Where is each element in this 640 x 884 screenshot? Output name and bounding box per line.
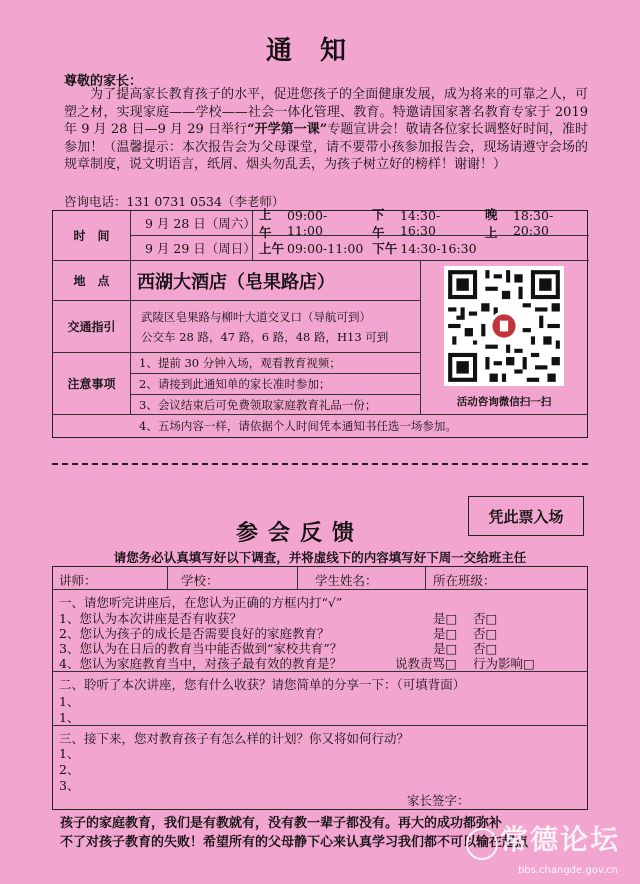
q1-item-3-no[interactable]: 否□ (473, 641, 498, 656)
time-label: 时 间 (53, 211, 131, 261)
day2-am-time: 09:00-11:00 (287, 240, 364, 256)
intro-paragraph (64, 86, 588, 174)
footer-line-2: 不了对孩子教育的失败！希望所有的父母静下心来认真学习我们都不可以输在起点 (60, 835, 529, 850)
q1-item-4-opt-b[interactable]: 行为影响□ (473, 656, 535, 671)
student-name-field[interactable]: 学生姓名： (315, 573, 378, 588)
feedback-title: 参会反馈 (235, 521, 364, 546)
q1-item-2-yes[interactable]: 是□ (433, 626, 458, 641)
lecturer-field[interactable]: 讲师： (59, 573, 97, 588)
intro-text-b: 专题宣讲会！敬请各位家长调整好时间，准时参加！（温馨提示：本次报告会为父母课堂，请不要带小孩参加报告会，现场请遵守会场的规章制度，说文明语言，纸屑、烟头勿乱丢，为孩子树立好的榜样！谢谢！） (64, 122, 588, 172)
contact-phone: 咨询电话：131 0731 0534（李老师） (64, 194, 285, 209)
watermark-seal-icon (466, 828, 498, 860)
q2-line-1[interactable]: 1、 (59, 694, 80, 709)
day1-times (253, 207, 589, 240)
place-label: 地 点 (53, 261, 131, 301)
qr-caption: 活动咨询微信扫一扫 (456, 396, 552, 408)
notice-title: 通知 (265, 36, 374, 66)
q3-line-2[interactable]: 2、 (59, 762, 80, 777)
footer-line-1: 孩子的家庭教育，我们是有教就有，没有教一辈子都没有。再大的成功都弥补 (60, 816, 503, 831)
tear-line (52, 463, 588, 465)
parent-signature-field[interactable]: 家长签字： (407, 793, 470, 808)
school-field[interactable]: 学校： (181, 573, 219, 588)
traffic-label: 交通指引 (53, 301, 131, 353)
note-4: 4、五场内容一样，请依据个人时间凭本通知书任选一场参加。 (139, 419, 457, 433)
schedule-table (52, 207, 588, 438)
traffic-value (131, 301, 421, 353)
day2-date: 9 月 29 日（周日） (131, 236, 253, 261)
q1-item-1-no[interactable]: 否□ (473, 611, 498, 626)
note-2: 2、请接到此通知单的家长准时参加； (131, 374, 421, 395)
day2-am-label: 上午 (259, 241, 285, 256)
qr-area (421, 261, 587, 415)
q1-item-4: 4、您认为家庭教育当中，对孩子最有效的教育是？ (59, 656, 342, 671)
watermark-logo: 常德论坛 (499, 823, 620, 856)
day2-pm-label: 下午 (372, 241, 398, 256)
q1-item-2: 2、您认为孩子的成长是否需要良好的家庭教育？ (59, 626, 330, 641)
q2-heading: 二、聆听了本次讲座，您有什么收获？请您简单的分享一下：（可填背面） (59, 677, 466, 692)
ticket-label: 凭此票入场 (468, 496, 584, 536)
feedback-form (52, 566, 588, 810)
traffic-line-1: 武陵区皂果路与柳叶大道交叉口（导航可到） (141, 309, 371, 324)
note-1: 1、提前 30 分钟入场，观看教育视频； (131, 353, 421, 374)
q3-heading: 三、接下来，您对教育孩子有怎么样的计划？你又将如何行动？ (59, 731, 410, 746)
traffic-line-2: 公交车 28 路，47 路，6 路，48 路，H13 可到 (141, 329, 389, 344)
greeting: 尊敬的家长： (64, 74, 143, 89)
q1-item-1: 1、您认为本次讲座是否有收获？ (59, 611, 242, 626)
q1-item-4-opt-a[interactable]: 说教责骂□ (395, 656, 457, 671)
day1-eve-time: 18:30-20:30 (512, 208, 554, 238)
q3-line-1[interactable]: 1、 (59, 746, 80, 761)
intro-text-a: 为了提高家长教育孩子的水平，促进您孩子的全面健康发展，成为将来的可靠之人，可塑之材，实现家庭——学校——社会一体化管理、教育。特邀请国家著名教育专家于 2019 年 9 月 28 日—9 月 29 日举行 (64, 87, 588, 137)
day1-pm-label: 下午 (372, 207, 385, 240)
day1-date: 9 月 28 日（周六） (131, 211, 253, 236)
day1-pm-time: 14:30-16:30 (399, 208, 441, 238)
q3-line-3[interactable]: 3、 (59, 778, 80, 793)
day1-am-time: 09:00-11:00 (286, 208, 328, 238)
class-field[interactable]: 所在班级： (433, 573, 496, 588)
day1-am-label: 上午 (259, 207, 272, 240)
intro-highlight: “开学第一课” (247, 122, 328, 137)
watermark-url: bbs.changde.gov.cn (517, 865, 618, 876)
q1-item-3-yes[interactable]: 是□ (433, 641, 458, 656)
note-3: 3、会议结束后可免费领取家庭教育礼品一份； (131, 395, 421, 415)
q2-line-2[interactable]: 1、 (59, 710, 80, 725)
q1-heading: 一、请您听完讲座后，在您认为正确的方框内打“√” (59, 595, 343, 610)
day2-times (253, 236, 589, 261)
q1-item-3: 3、您认为在日后的教育当中能否做到“家校共育”？ (59, 641, 343, 656)
place-value: 西湖大酒店（皂果路店） (131, 261, 421, 301)
q1-item-2-no[interactable]: 否□ (473, 626, 498, 641)
qr-code-icon (444, 266, 564, 386)
day1-eve-label: 晚上 (485, 207, 498, 240)
notes-label: 注意事项 (53, 353, 131, 415)
feedback-subtitle: 请您务必认真填写好以下调查，并将虚线下的内容填写好下周一交给班主任 (113, 550, 527, 565)
q1-item-1-yes[interactable]: 是□ (433, 611, 458, 626)
day2-pm-time: 14:30-16:30 (400, 240, 477, 256)
